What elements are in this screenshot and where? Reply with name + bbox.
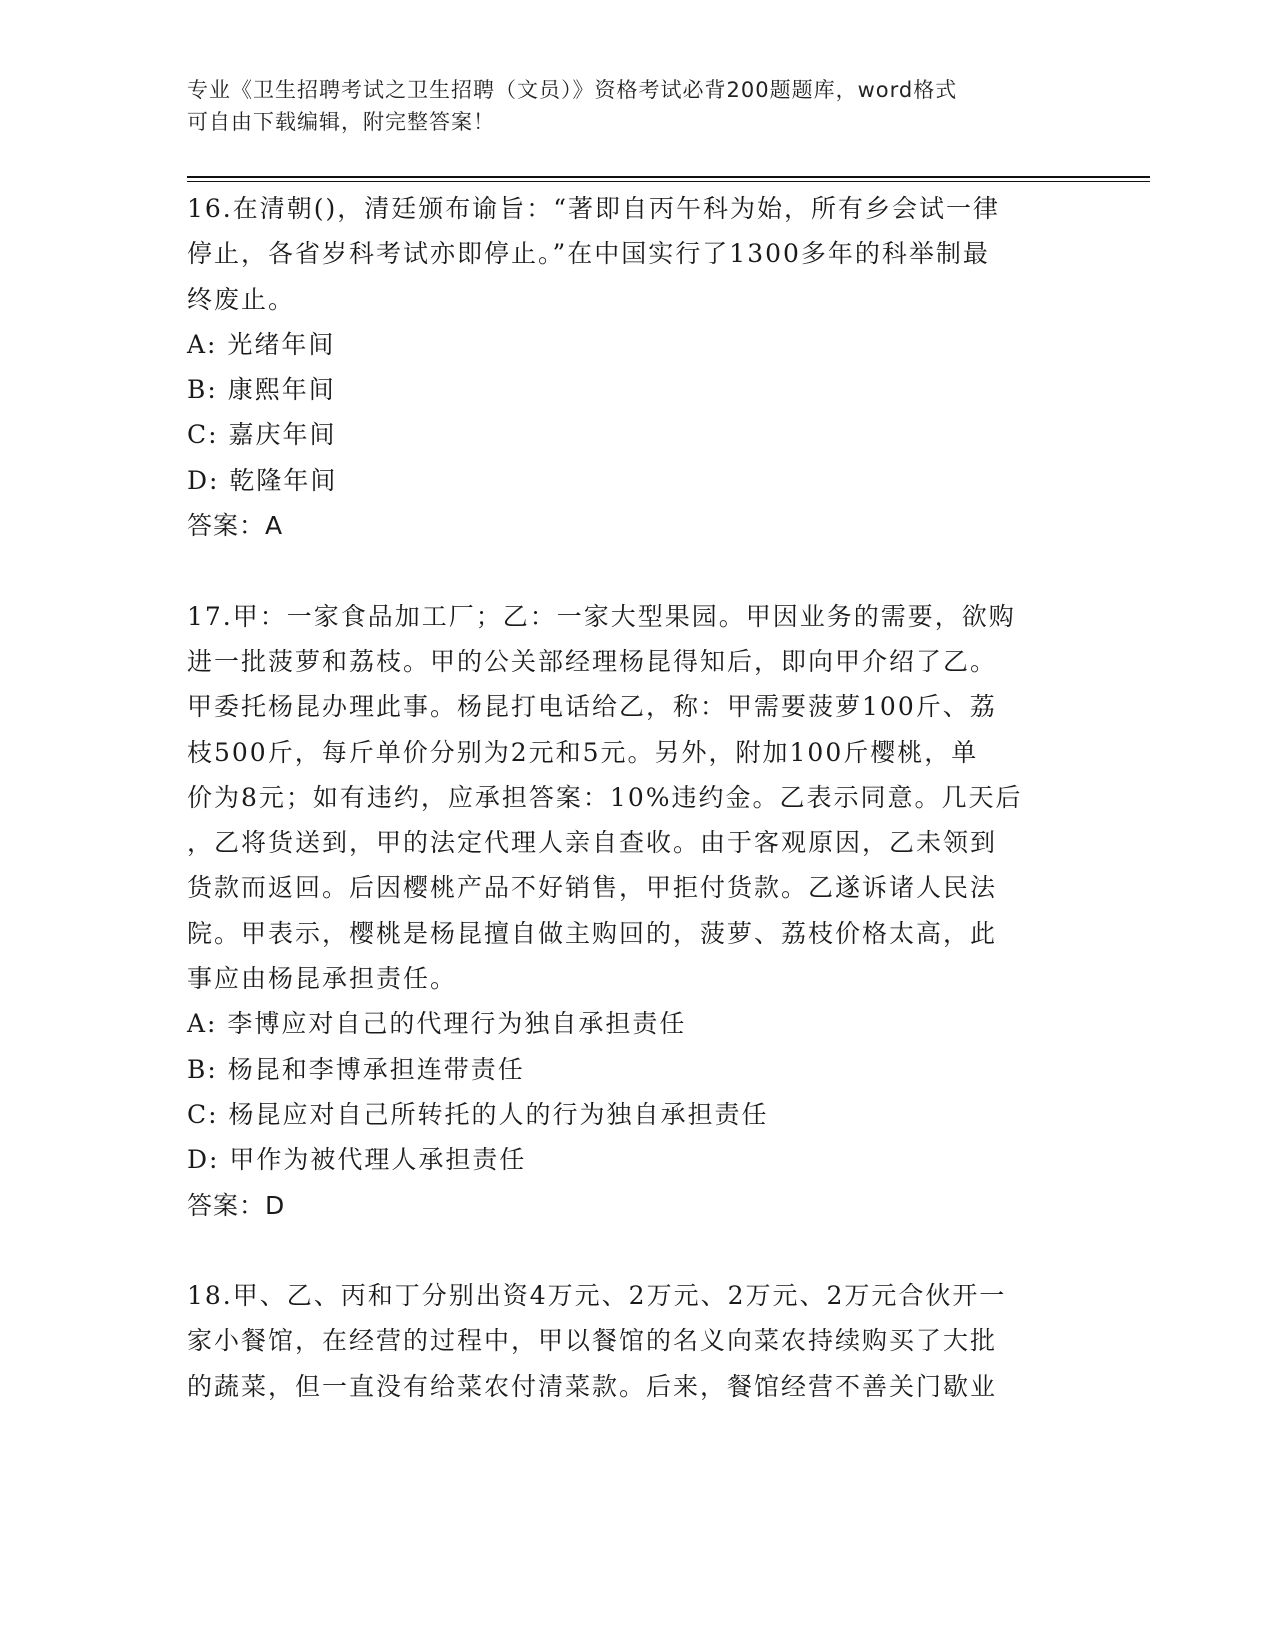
option-b: B: 杨昆和李博承担连带责任 bbox=[187, 1054, 525, 1084]
document-body bbox=[187, 186, 1087, 1409]
option-d: D: 甲作为被代理人承担责任 bbox=[187, 1145, 527, 1175]
header-line-2: 可自由下载编辑，附完整答案！ bbox=[187, 110, 495, 134]
option-c: C: 杨昆应对自己所转托的人的行为独自承担责任 bbox=[187, 1099, 769, 1129]
question-text-line: 16.在清朝()，清廷颁布谕旨：“著即自丙午科为始，所有乡会试一律 bbox=[187, 194, 1001, 223]
question-text-line: 事应由杨昆承担责任。 bbox=[187, 964, 458, 994]
option-c: C: 嘉庆年间 bbox=[187, 420, 337, 450]
option-a: A: 光绪年间 bbox=[187, 329, 336, 359]
question-text-line: 货款而返回。后因樱桃产品不好销售，甲拒付货款。乙遂诉诸人民法 bbox=[187, 873, 998, 903]
question-text-line: 进一批菠萝和荔枝。甲的公关部经理杨昆得知后，即向甲介绍了乙。 bbox=[187, 646, 998, 676]
question-text-line: 18.甲、乙、丙和丁分别出资4万元、2万元、2万元、2万元合伙开一 bbox=[187, 1281, 1007, 1311]
option-a: A: 李博应对自己的代理行为独自承担责任 bbox=[187, 1009, 687, 1039]
question-17 bbox=[187, 594, 1087, 1228]
question-text-line: 价为8元；如有违约，应承担答案：10%违约金。乙表示同意。几天后 bbox=[187, 782, 1023, 812]
question-text-line: 终废止。 bbox=[187, 284, 296, 314]
option-b: B: 康熙年间 bbox=[187, 375, 336, 405]
question-text-line: 家小餐馆，在经营的过程中，甲以餐馆的名义向菜农持续购买了大批 bbox=[187, 1326, 998, 1356]
option-d: D: 乾隆年间 bbox=[187, 465, 338, 495]
question-text-line: 甲委托杨昆办理此事。杨昆打电话给乙，称：甲需要菠萝100斤、荔 bbox=[187, 692, 997, 722]
question-text-line: 枝500斤，每斤单价分别为2元和5元。另外，附加100斤樱桃，单 bbox=[187, 737, 979, 767]
question-16 bbox=[187, 186, 1087, 548]
question-text-line: ，乙将货送到，甲的法定代理人亲自查收。由于客观原因，乙未领到 bbox=[187, 828, 998, 858]
spacer bbox=[187, 548, 1087, 593]
answer-label: 答案：D bbox=[187, 1190, 286, 1220]
header-divider-thin bbox=[187, 181, 1150, 182]
question-text-line: 17.甲：一家食品加工厂；乙：一家大型果园。甲因业务的需要，欲购 bbox=[187, 601, 1016, 631]
question-18 bbox=[187, 1273, 1087, 1409]
document-header bbox=[187, 74, 1087, 138]
question-text-line: 院。甲表示，樱桃是杨昆擅自做主购回的，菠萝、荔枝价格太高，此 bbox=[187, 918, 998, 948]
header-line-1: 专业《卫生招聘考试之卫生招聘（文员）》资格考试必背200题题库，word格式 bbox=[187, 78, 958, 102]
spacer bbox=[187, 1228, 1087, 1273]
header-divider-thick bbox=[187, 176, 1150, 178]
question-text-line: 停止，各省岁科考试亦即停止。”在中国实行了1300多年的科举制最 bbox=[187, 239, 990, 269]
answer-label: 答案：A bbox=[187, 511, 284, 541]
question-text-line: 的蔬菜，但一直没有给菜农付清菜款。后来，餐馆经营不善关门歇业 bbox=[187, 1371, 998, 1401]
